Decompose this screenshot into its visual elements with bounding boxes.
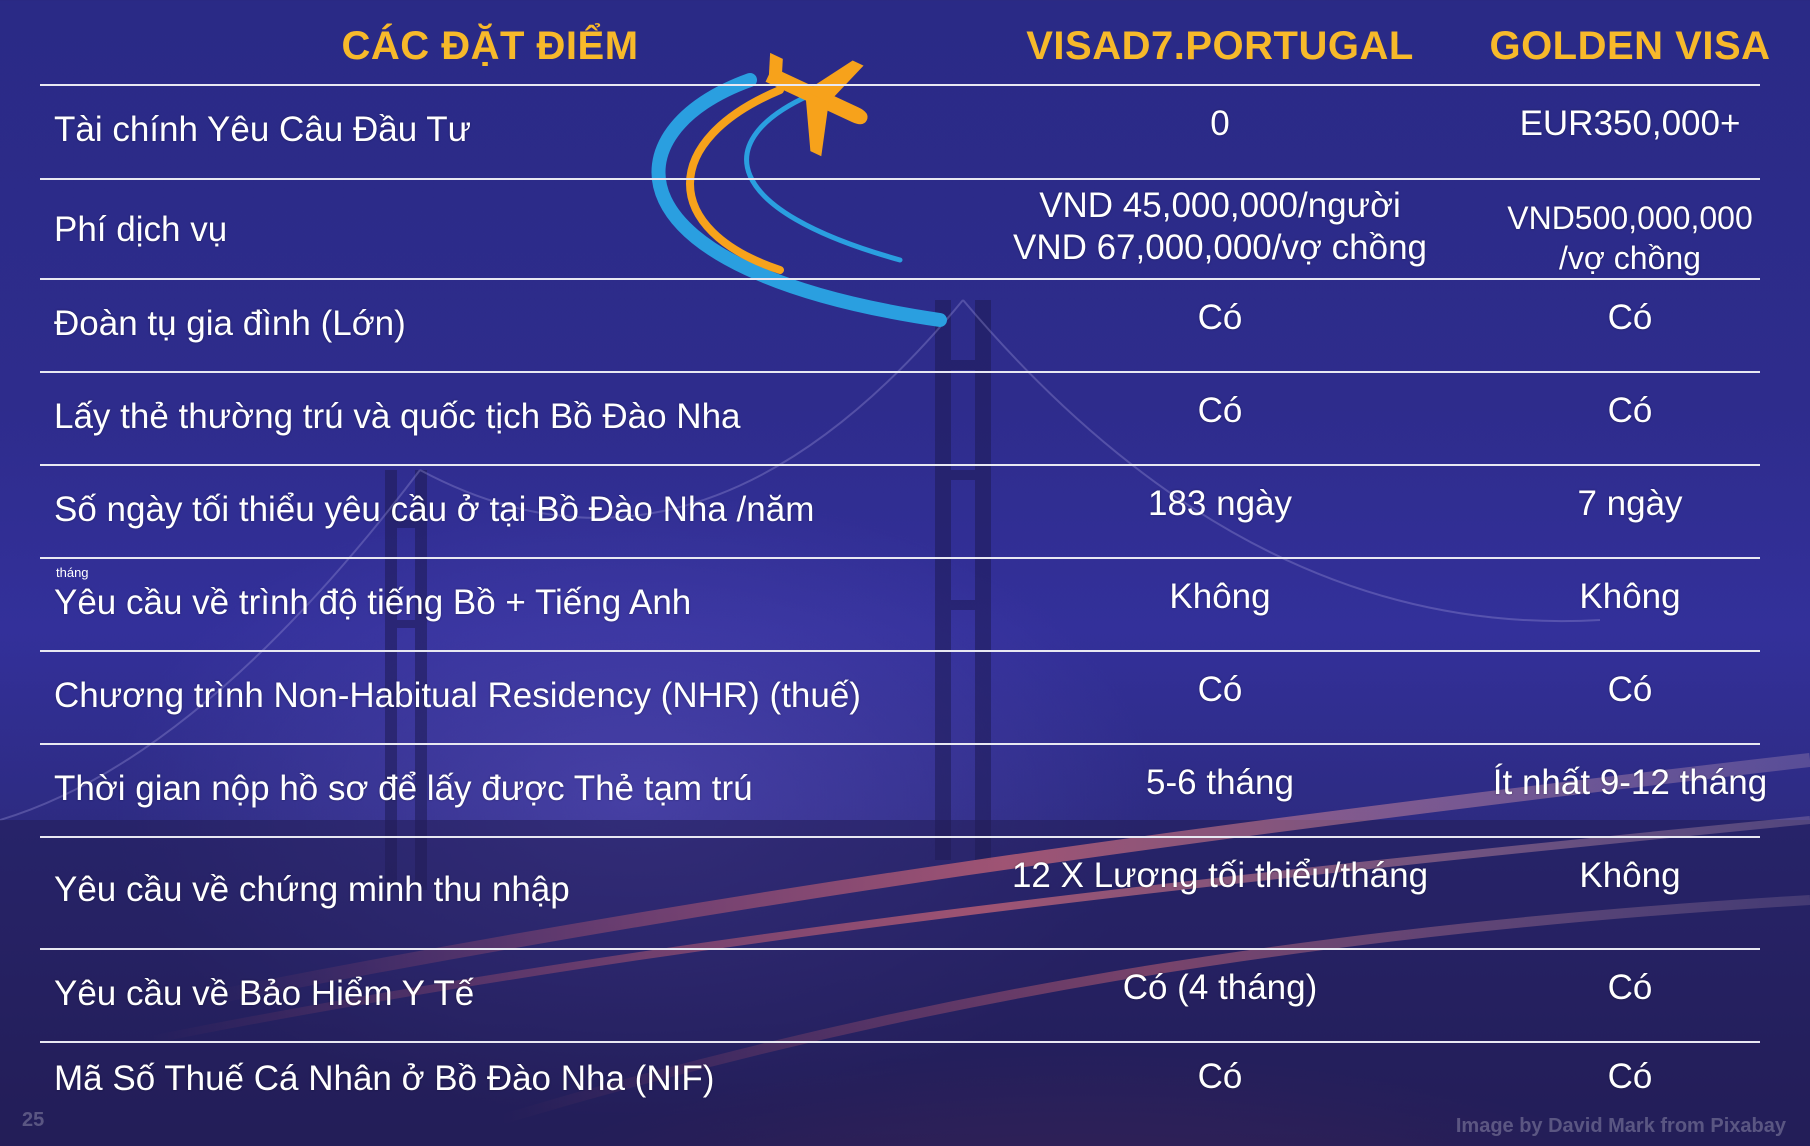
visa-d7-value: 0	[1210, 104, 1230, 143]
table-row	[40, 466, 1760, 559]
golden-visa-value: Không	[1579, 577, 1681, 616]
table-row	[40, 1043, 1760, 1123]
row-label: Yêu cầu về trình độ tiếng Bồ + Tiếng Anh	[54, 583, 692, 622]
golden-visa-value: Có	[1607, 298, 1653, 337]
golden-visa-value: Ít nhất 9-12 tháng	[1492, 763, 1768, 802]
row-label: Lấy thẻ thường trú và quốc tịch Bồ Đào Nha	[54, 397, 741, 436]
golden-visa-value: EUR350,000+	[1519, 104, 1741, 143]
table-row	[40, 559, 1760, 652]
golden-visa-value: /vợ chồng	[1559, 240, 1701, 276]
visa-d7-value: VND 67,000,000/vợ chồng	[1012, 228, 1428, 267]
visa-d7-value: 12 X Lương tối thiểu/tháng	[1011, 856, 1429, 895]
golden-visa-value: Có	[1607, 391, 1653, 430]
row-label: Đoàn tụ gia đình (Lớn)	[54, 304, 406, 343]
visa-d7-value: 5-6 tháng	[1146, 763, 1294, 802]
row-label: Phí dịch vụ	[54, 210, 228, 249]
row-note: tháng	[56, 565, 89, 580]
golden-visa-value: VND500,000,000	[1507, 200, 1753, 236]
visa-d7-value: Có (4 tháng)	[1122, 968, 1318, 1007]
table-row	[40, 652, 1760, 745]
header-golden-visa: GOLDEN VISA	[1489, 24, 1771, 68]
visa-d7-value: Có	[1197, 391, 1243, 430]
table-row	[40, 838, 1760, 950]
visa-d7-value: VND 45,000,000/người	[1039, 186, 1401, 225]
row-label: Tài chính Yêu Câu Đầu Tư	[54, 110, 472, 149]
row-label: Chương trình Non-Habitual Residency (NHR) (thuế)	[54, 676, 861, 715]
table-row	[40, 950, 1760, 1043]
golden-visa-value: Có	[1607, 968, 1653, 1007]
visa-d7-value: Không	[1169, 577, 1271, 616]
table-row	[40, 180, 1760, 280]
image-credit: Image by David Mark from Pixabay	[1455, 1115, 1786, 1137]
visa-d7-value: Có	[1197, 1057, 1243, 1096]
row-label: Thời gian nộp hồ sơ để lấy được Thẻ tạm trú	[54, 769, 753, 808]
visa-d7-value: Có	[1197, 670, 1243, 709]
row-label: Số ngày tối thiểu yêu cầu ở tại Bồ Đào Nha /năm	[54, 490, 815, 529]
header-features: CÁC ĐẶT ĐIỂM	[341, 24, 639, 68]
header-visa-d7: VISAD7.PORTUGAL	[1026, 24, 1414, 68]
visa-d7-value: 183 ngày	[1147, 484, 1293, 523]
golden-visa-value: Có	[1607, 1057, 1653, 1096]
visa-d7-value: Có	[1197, 298, 1243, 337]
comparison-table	[40, 0, 1771, 1123]
table-row	[40, 280, 1760, 373]
row-label: Mã Số Thuế Cá Nhân ở Bồ Đào Nha (NIF)	[54, 1059, 715, 1098]
golden-visa-value: Có	[1607, 670, 1653, 709]
golden-visa-value: Không	[1579, 856, 1681, 895]
golden-visa-value: 7 ngày	[1577, 484, 1683, 523]
page-number: 25	[22, 1109, 45, 1131]
table-header	[40, 0, 1771, 86]
table-row	[40, 86, 1760, 180]
table-row	[40, 373, 1760, 466]
row-label: Yêu cầu về chứng minh thu nhập	[54, 870, 570, 909]
row-label: Yêu cầu về Bảo Hiểm Y Tế	[54, 974, 475, 1013]
table-row	[40, 745, 1768, 838]
